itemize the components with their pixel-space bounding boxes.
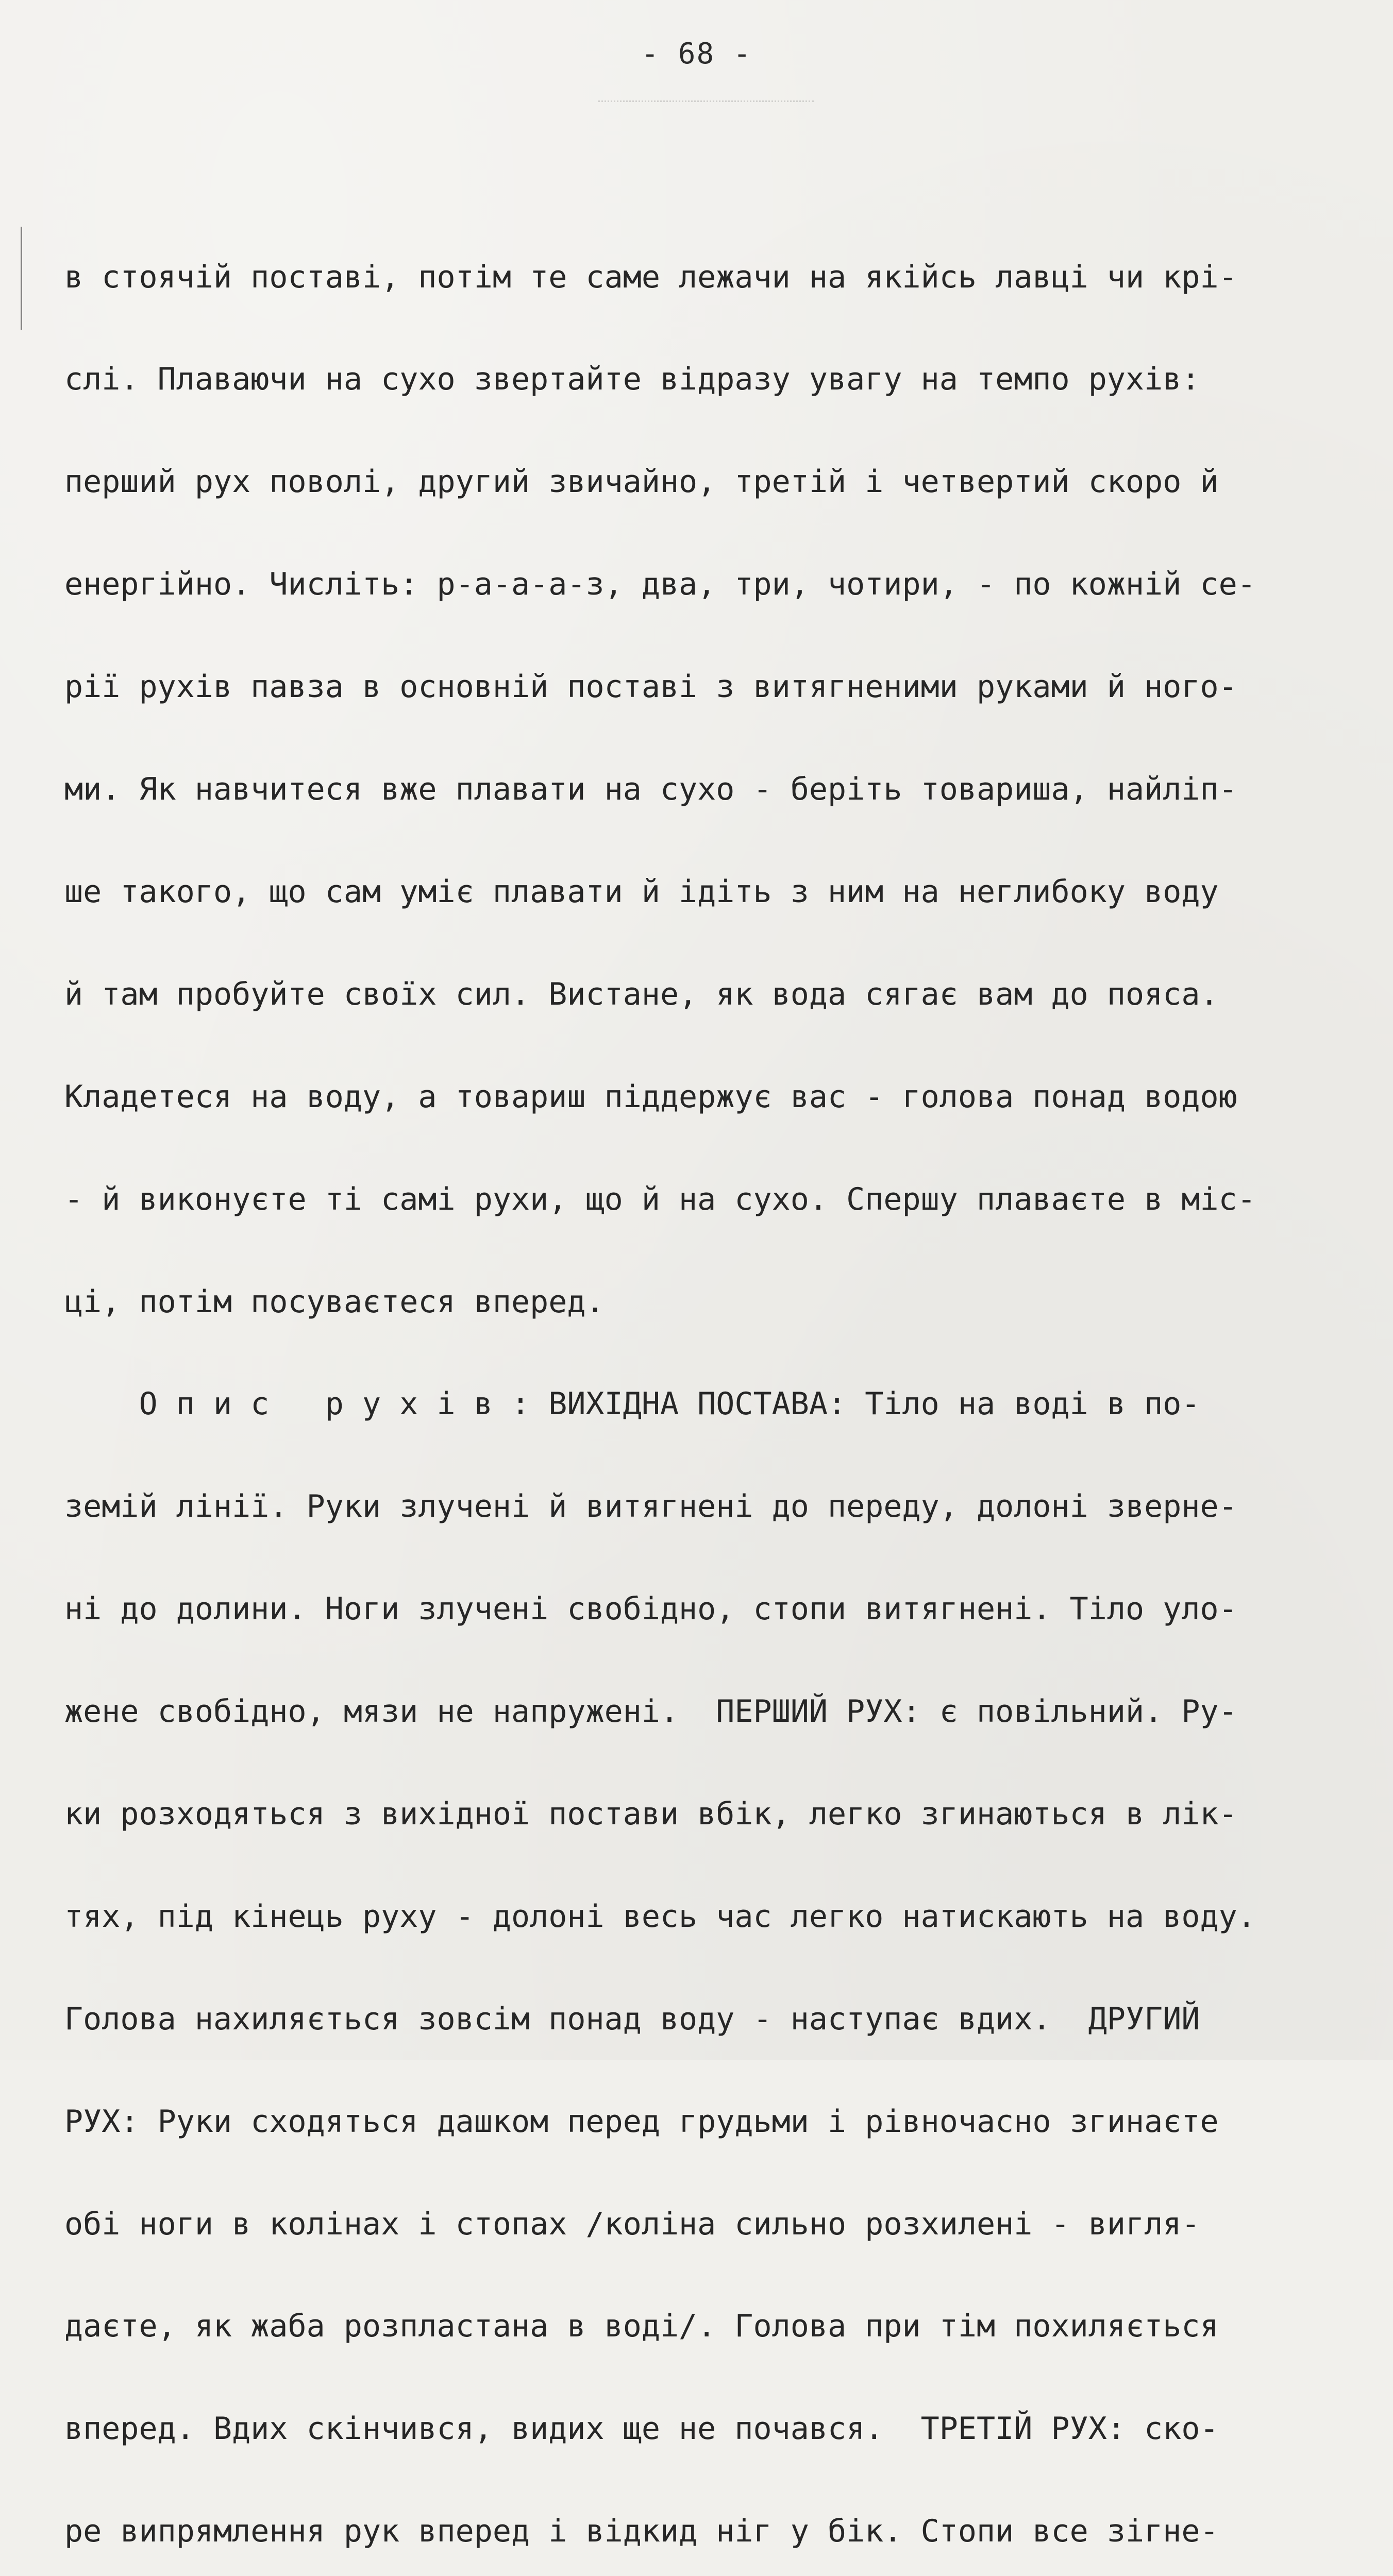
body-text — [64, 192, 1353, 2576]
page-number: - 68 - — [641, 37, 752, 71]
text-line: - й виконуєте ті самі рухи, що й на сухо. Спершу плаваєте в міс- — [64, 1181, 1256, 1217]
text-line: вперед. Вдих скінчився, видих ще не почався. ТРЕТІЙ РУХ: ско- — [64, 2411, 1219, 2447]
text-line: РУХ: Руки сходяться дашком перед грудьми і рівночасно згинаєте — [64, 2103, 1219, 2140]
text-line: Голова нахиляється зовсім понад воду - наступає вдих. ДРУГИЙ — [64, 2001, 1200, 2037]
text-line: ні до долини. Ноги злучені свобідно, стопи витягнені. Тіло уло- — [64, 1591, 1237, 1628]
bleed-through-mark — [598, 100, 814, 107]
text-line: енергійно. Числіть: р-а-а-а-з, два, три, чотири, - по кожній се- — [64, 566, 1256, 603]
text-line: ки розходяться з вихідної постави вбік, легко згинаються в лік- — [64, 1795, 1237, 1832]
text-line: рії рухів павза в основній поставі з витягненими руками й ного- — [64, 669, 1237, 705]
text-line: перший рух поволі, другий звичайно, третій і четвертий скоро й — [64, 464, 1219, 500]
text-line: даєте, як жаба розпластана в воді/. Голова при тім похиляється — [64, 2308, 1219, 2345]
text-line: й там пробуйте своїх сил. Вистане, як вода сягає вам до пояса. — [64, 976, 1219, 1012]
text-line: слі. Плаваючи на сухо звертайте відразу увагу на темпо рухів: — [64, 361, 1200, 398]
text-line: ре випрямлення рук вперед і відкид ніг у бік. Стопи все зігне- — [64, 2513, 1219, 2550]
margin-mark — [21, 227, 22, 330]
text-line: ше такого, що сам уміє плавати й ідіть з ним на неглибоку воду — [64, 873, 1219, 910]
text-line: земій лінії. Руки злучені й витягнені до переду, долоні зверне- — [64, 1488, 1237, 1525]
text-line: ми. Як навчитеся вже плавати на сухо - беріть товариша, найліп- — [64, 771, 1237, 808]
text-line: в стоячій поставі, потім те саме лежачи на якійсь лавці чи крі- — [64, 259, 1237, 295]
section-heading-line: О п и с р у х і в : ВИХІДНА ПОСТАВА: Тіло на воді в по- — [64, 1386, 1200, 1422]
text-line: тях, під кінець руху - долоні весь час легко натискають на воду. — [64, 1898, 1256, 1935]
text-line: обі ноги в колінах і стопах /коліна сильно розхилені - вигля- — [64, 2206, 1200, 2242]
text-line: ці, потім посуваєтеся вперед. — [64, 1283, 605, 1320]
text-line: Кладетеся на воду, а товариш піддержує вас - голова понад водою — [64, 1078, 1237, 1115]
text-line: жене свобідно, мязи не напружені. ПЕРШИЙ РУХ: є повільний. Ру- — [64, 1693, 1237, 1730]
